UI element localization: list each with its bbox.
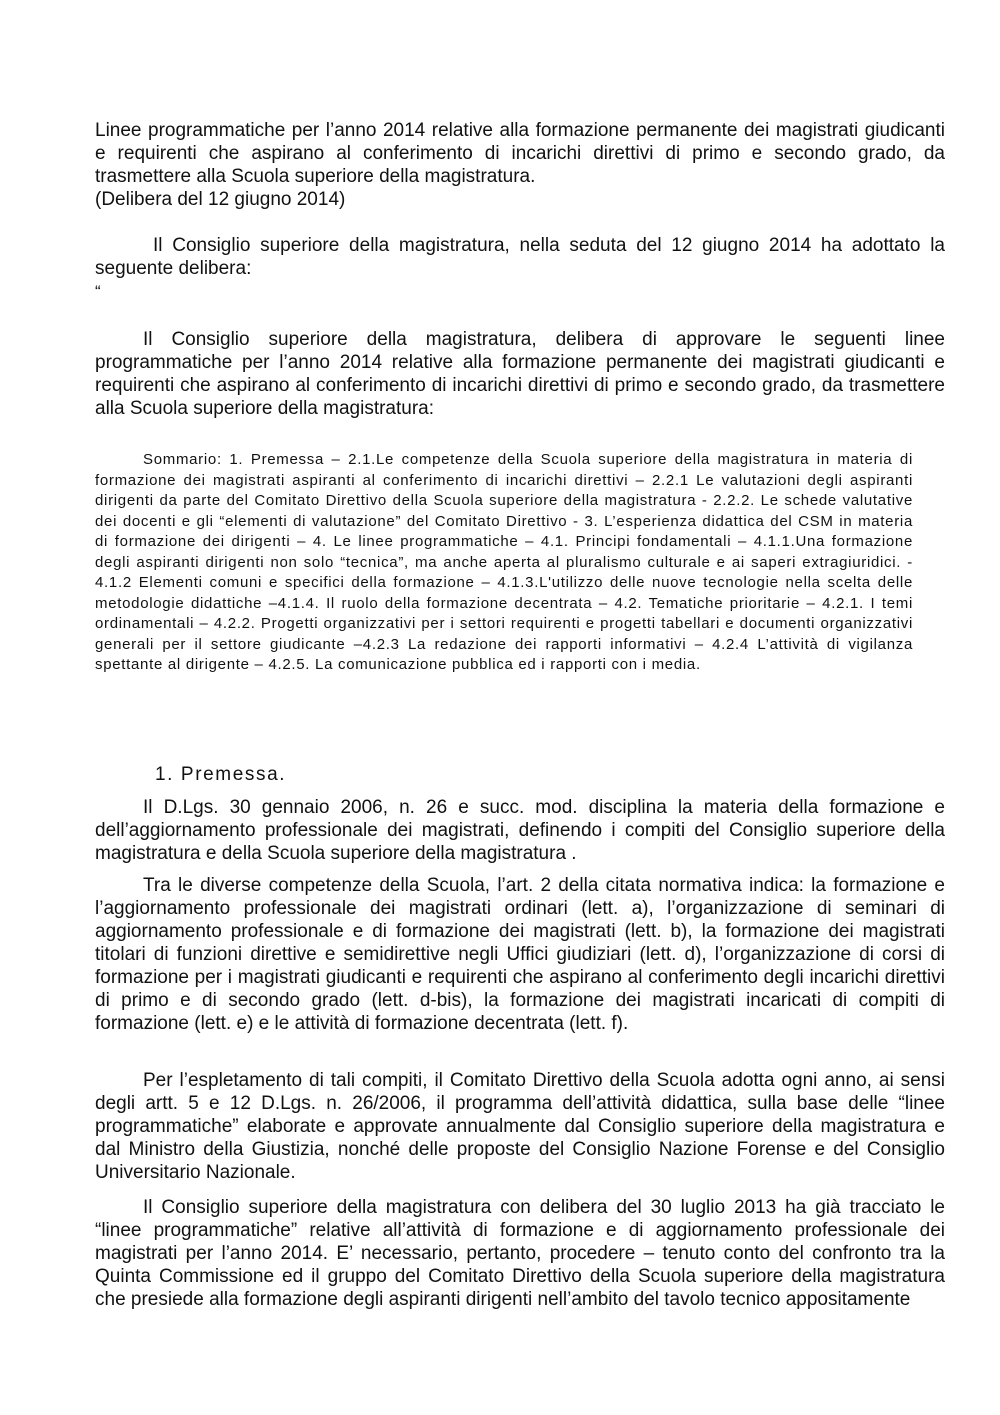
- section-paragraph: Tra le diverse competenze della Scuola, l’art. 2 della citata normativa indica: la formazione e l’aggiornamento professionale dei magistrati ordinari (lett. a), l’organizzazione di seminari di aggiornamento professionale e di formazione dei magistrati (lett. b), la formazione dei magistrati titolari di funzioni direttive e semidirettive negli Uffici giudiziari (lett. d), l’organizzazione di corsi di formazione per i magistrati giudicanti e requirenti che aspirano al conferimento degli incarichi direttivi di primo e di secondo grado (lett. d-bis), la formazione dei magistrati incaricati di compiti di formazione (lett. e) e le attività di formazione decentrata (lett. f).: [95, 875, 945, 1034]
- document-subtitle: (Delibera del 12 giugno 2014): [95, 189, 346, 210]
- section-paragraph: Il D.Lgs. 30 gennaio 2006, n. 26 e succ. mod. disciplina la materia della formazione e dell’aggiornamento professionale dei magistrati, definendo i compiti del Consiglio superiore della magistratura e della Scuola superiore della magistratura .: [95, 797, 945, 864]
- table-of-contents-summary: Sommario: 1. Premessa – 2.1.Le competenze della Scuola superiore della magistratura in materia di formazione dei magistrati aspiranti al conferimento di incarichi direttivi – 2.2.1 Le valutazioni degli aspiranti dirigenti da parte del Comitato Direttivo della Scuola superiore della magistratura - 2.2.2. Le schede valutative dei docenti e gli “elementi di valutazione” del Comitato Direttivo - 3. L’esperienza didattica del CSM in materia di formazione dei dirigenti – 4. Le linee programmatiche – 4.1. Principi fondamentali – 4.1.1.Una formazione degli aspiranti dirigenti non solo “tecnica”, ma anche aperta al pluralismo culturale e ai saperi extragiuridici. - 4.1.2 Elementi comuni e specifici della formazione – 4.1.3.L'utilizzo delle nuove tecnologie nella scelta delle metodologie didattiche –4.1.4. Il ruolo della formazione decentrata – 4.2. Tematiche prioritarie – 4.2.1. I temi ordinamentali – 4.2.2. Progetti organizzativi per i settori requirenti e progetti tabellari e documenti organizzativi generali per il settore giudicante –4.2.3 La redazione dei rapporti informativi – 4.2.4 L’attività di vigilanza spettante al dirigente – 4.2.5. La comunicazione pubblica ed i rapporti con i media.: [95, 451, 913, 673]
- resolution-paragraph: Il Consiglio superiore della magistratura, delibera di approvare le seguenti linee programmatiche per l’anno 2014 relative alla formazione permanente dei magistrati giudicanti e requirenti che aspirano al conferimento di incarichi direttivi di primo e secondo grado, da trasmettere alla Scuola superiore della magistratura:: [95, 329, 945, 419]
- opening-quote: “: [95, 282, 101, 301]
- document-title: Linee programmatiche per l’anno 2014 relative alla formazione permanente dei magistrati giudicanti e requirenti che aspirano al conferimento di incarichi direttivi di primo e secondo grado, da trasmettere alla Scuola superiore della magistratura.: [95, 120, 945, 187]
- section-paragraph: Per l’espletamento di tali compiti, il Comitato Direttivo della Scuola adotta ogni anno, ai sensi degli artt. 5 e 12 D.Lgs. n. 26/2006, il programma dell’attività didattica, sulla base delle “linee programmatiche” elaborate e approvate annualmente dal Consiglio superiore della magistratura e dal Ministro della Giustizia, nonché delle proposte del Consiglio Nazione Forense e del Consiglio Universitario Nazionale.: [95, 1070, 945, 1183]
- section-paragraph: Il Consiglio superiore della magistratura con delibera del 30 luglio 2013 ha già tracciato le “linee programmatiche” relative all’attività di formazione e di aggiornamento professionale dei magistrati per l’anno 2014. E’ necessario, pertanto, procedere – tenuto conto del confronto tra la Quinta Commissione ed il gruppo del Comitato Direttivo della Scuola superiore della magistratura che presiede alla formazione degli aspiranti dirigenti nell’ambito del tavolo tecnico appositamente: [95, 1197, 945, 1310]
- intro-paragraph: Il Consiglio superiore della magistratura, nella seduta del 12 giugno 2014 ha adottato la seguente delibera:: [95, 235, 945, 279]
- section-heading-premessa: 1. Premessa.: [155, 764, 287, 785]
